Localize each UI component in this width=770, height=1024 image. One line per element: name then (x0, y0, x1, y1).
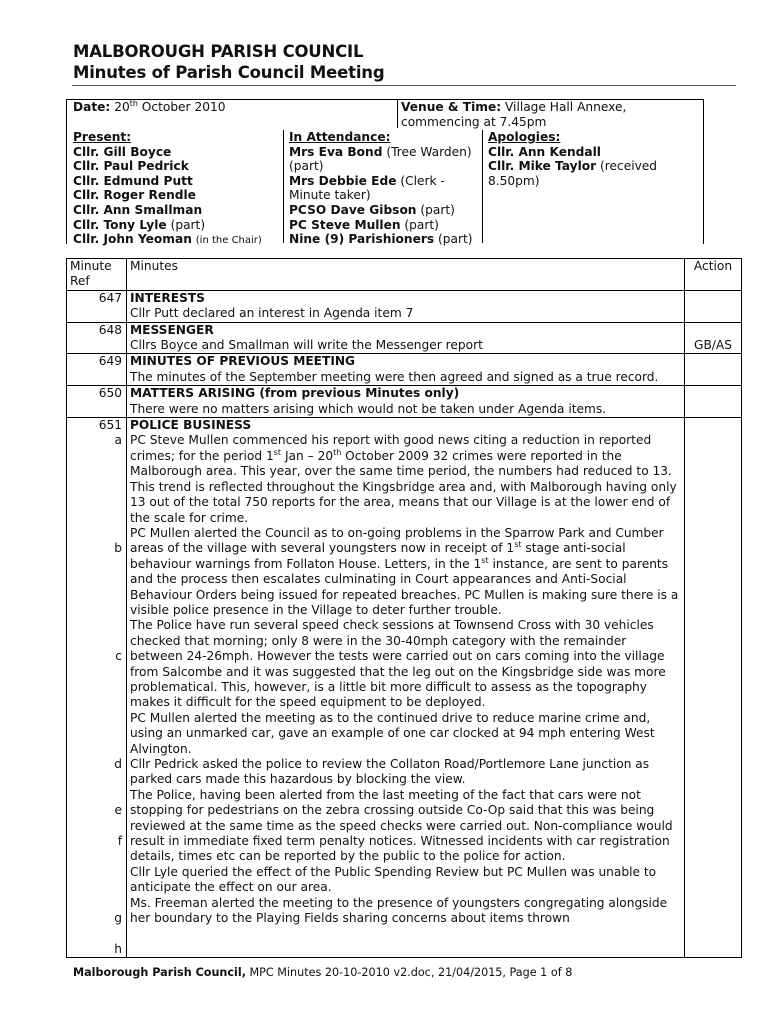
present-label: Present: (73, 130, 132, 144)
venue-value: Village Hall Annexe, commencing at 7.45pm (401, 100, 627, 129)
minute-text: There were no matters arising which would not be taken under Agenda items. (130, 401, 607, 416)
attendance-item: Mrs Eva Bond (Tree Warden)(part) (289, 144, 472, 174)
sub-item-letter: h (114, 941, 122, 956)
police-item-e: Cllr Pedrick asked the police to review the Collaton Road/Portlemore Lane junction as parked cars made this hazardous by blocking the view. (130, 757, 650, 787)
sub-item-letter: a (114, 433, 122, 448)
minute-ref-police (67, 418, 127, 958)
present-item: Cllr. Tony Lyle (part) (73, 217, 206, 232)
minute-heading: MATTERS ARISING (from previous Minutes only) (130, 386, 460, 401)
table-row (67, 290, 742, 322)
present-item: Cllr. John Yeoman (in the Chair) (73, 232, 262, 247)
present-item: Cllr. Gill Boyce (73, 144, 172, 159)
police-item-h: Ms. Freeman alerted the meeting to the presence of youngsters congregating alongside her boundary to the Playing Fields sharing concerns about items thrown (130, 895, 668, 926)
attendance-item: Mrs Debbie Ede (Clerk - Minute taker) (289, 173, 445, 203)
table-row (67, 322, 742, 354)
minute-text: Cllr Putt declared an interest in Agenda item 7 (130, 306, 414, 321)
venue-label: Venue & Time: (401, 100, 502, 114)
attendance-list (283, 130, 485, 247)
minute-ref: 648 (67, 322, 127, 354)
attendance-item: PCSO Dave Gibson (part) (289, 202, 455, 217)
council-title: MALBOROUGH PARISH COUNCIL (73, 42, 364, 61)
minute-action: GB/AS (685, 322, 742, 354)
col-header-ref: Minute Ref (67, 259, 127, 291)
apologies-item: Cllr. Ann Kendall (488, 144, 601, 159)
minute-body-police (127, 418, 685, 958)
attendance-item: PC Steve Mullen (part) (289, 217, 439, 232)
police-item-g: Cllr Lyle queried the effect of the Public Spending Review but PC Mullen was unable to anticipate the effect on our area. (130, 864, 657, 895)
date-sup: th (129, 98, 138, 108)
minute-action (685, 418, 742, 958)
minutes-subtitle: Minutes of Parish Council Meeting (73, 63, 385, 82)
present-item: Cllr. Edmund Putt (73, 173, 193, 188)
date-rest: October 2010 (141, 100, 226, 114)
minute-ref: 649 (67, 354, 127, 386)
footer-org: Malborough Parish Council, (73, 966, 246, 979)
minute-action (685, 386, 742, 418)
sub-item-letter: c (115, 649, 122, 664)
minute-ref: 647 (67, 290, 127, 322)
table-header-row (67, 259, 742, 291)
minute-text: The minutes of the September meeting were then agreed and signed as a true record. (130, 369, 659, 384)
sub-item-letter: d (114, 756, 122, 771)
date-day: 20 (114, 100, 130, 114)
table-row (67, 354, 742, 386)
table-row (67, 386, 742, 418)
apologies-label: Apologies: (488, 130, 561, 144)
present-item: Cllr. Paul Pedrick (73, 159, 189, 174)
col-header-action: Action (685, 259, 742, 291)
present-item: Cllr. Ann Smallman (73, 202, 203, 217)
minute-body (127, 354, 685, 386)
minute-action (685, 290, 742, 322)
minute-action (685, 354, 742, 386)
police-item-a: PC Steve Mullen commenced his report with good news citing a reduction in reported crimes; for the period 1st Jan – 20th October 2009 32 crimes were reported in the Malborough area. This year, over the same time period, the numbers had reduced to 13. This trend is reflected throughout the Kingsbridge area and, with Malborough having only 13 out of the total 750 reports for the area, means that our Village is at the lower end of the scale for crime. (130, 433, 677, 525)
minute-body (127, 290, 685, 322)
attendance-label: In Attendance: (289, 130, 391, 144)
present-list (73, 130, 283, 249)
title-divider (72, 85, 736, 86)
meeting-venue (397, 100, 701, 128)
present-item: Cllr. Roger Rendle (73, 188, 196, 203)
minute-heading: POLICE BUSINESS (130, 418, 252, 433)
minute-text: Cllrs Boyce and Smallman will write the Messenger report (130, 338, 483, 353)
minute-heading: MESSENGER (130, 322, 214, 337)
footer-details: MPC Minutes 20-10-2010 v2.doc, 21/04/2015, Page 1 of 8 (245, 966, 573, 979)
minutes-table (66, 258, 742, 958)
sub-item-letter: g (114, 910, 122, 925)
minute-ref: 651 (98, 418, 122, 433)
date-label: Date: (73, 100, 111, 114)
attendance-item: Nine (9) Parishioners (part) (289, 232, 473, 247)
police-item-b: PC Mullen alerted the Council as to on-going problems in the Sparrow Park and Cumber areas of the village with several youngsters now in receipt of 1st stage anti-social behaviour warnings from Follaton House. Letters, in the 1st instance, are sent to parents and the process then escalates culminating in Court appearances and Anti-Social Behaviour Orders being issued for repeated breaches. PC Mullen is making sure there is a visible police presence in the Village to deter further trouble. (130, 525, 679, 617)
meeting-info-box (66, 98, 704, 247)
meeting-date (73, 100, 225, 114)
minute-heading: MINUTES OF PREVIOUS MEETING (130, 354, 356, 369)
minute-body (127, 322, 685, 354)
police-item-f: The Police, having been alerted from the last meeting of the fact that cars were not stopping for pedestrians on the zebra crossing outside Co-Op said that this was being reviewed at the same time as the speed checks were carried out. Non-compliance would result in immediate fixed term penalty notices. Witnessed incidents with car registration details, times etc can be reported by the public to the police for action. (130, 787, 673, 864)
page-footer (73, 966, 572, 979)
sub-item-letter: f (117, 833, 122, 848)
minute-heading: INTERESTS (130, 290, 205, 305)
apologies-list (482, 130, 698, 243)
sub-item-letter: e (114, 803, 122, 818)
minute-body (127, 386, 685, 418)
col-header-minutes: Minutes (127, 259, 685, 291)
minute-ref: 650 (67, 386, 127, 418)
police-item-c: The Police have run several speed check sessions at Townsend Cross with 30 vehicles checked that morning; only 8 were in the 30-40mph category with the remainder between 24-26mph. However the tests were carried out on cars coming into the village from Salcombe and it was suggested that the leg out on the Kingsbridge side was more problematical. This, however, is a little bit more difficult to assess as the topography makes it difficult for the speed equipment to be deployed. (130, 618, 666, 710)
sub-item-letter: b (114, 541, 122, 556)
apologies-item: Cllr. Mike Taylor (received 8.50pm) (488, 159, 658, 188)
police-item-d: PC Mullen alerted the meeting as to the continued drive to reduce marine crime and, using an unmarked car, gave an example of one car clocked at 94 mph entering West Alvington. (130, 710, 655, 756)
table-row (67, 418, 742, 958)
